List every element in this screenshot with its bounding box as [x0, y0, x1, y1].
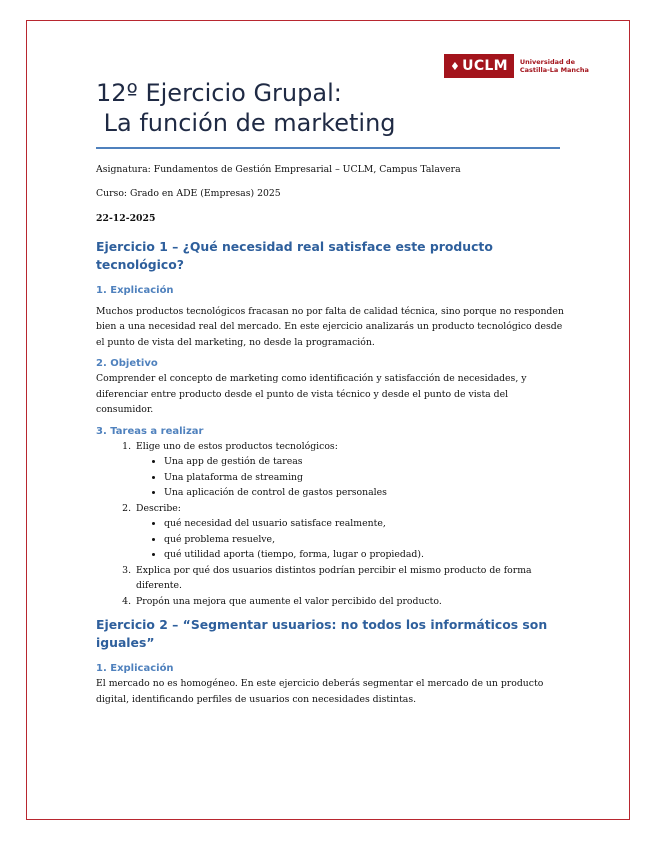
exercise2-explanation-text: El mercado no es homogéneo. En este ejercicio deberás segmentar el mercado de un producto digital, identificando perfiles de usuarios con necesidades distintas.	[96, 678, 544, 705]
task-subitem: • qué problema resuelve,	[164, 532, 566, 548]
uclm-logo-text	[520, 58, 589, 74]
task-subitem: • qué utilidad aporta (tiempo, forma, lugar o propiedad).	[164, 547, 566, 563]
uclm-logo-mark: ♦	[450, 59, 461, 73]
task-item	[134, 563, 566, 594]
task-item	[134, 501, 566, 563]
task-text: Propón una mejora que aumente el valor percibido del producto.	[136, 595, 442, 607]
exercise1-objective-text: Comprender el concepto de marketing como identificación y satisfacción de necesidades, y diferenciar entre producto desde el punto de vista técnico y desde el punto de vista del consumidor.	[96, 373, 527, 415]
exercise1-explanation-heading: 1. Explicación	[96, 284, 174, 296]
title-line-2: La función de marketing	[96, 109, 396, 137]
task-subitem: • qué necesidad del usuario satisface realmente,	[164, 516, 566, 532]
document-body	[96, 158, 566, 714]
exercise1-tasks-heading: 3. Tareas a realizar	[96, 425, 204, 437]
uclm-logo-box	[444, 54, 514, 78]
document-title	[96, 78, 396, 138]
task-sublist	[136, 516, 566, 563]
subject-line: Asignatura: Fundamentos de Gestión Empresarial – UCLM, Campus Talavera	[96, 164, 461, 175]
uclm-logo-line2: Castilla-La Mancha	[519, 66, 589, 74]
task-text: Explica por qué dos usuarios distintos podrían percibir el mismo producto de forma diferente.	[136, 564, 532, 591]
task-subitem: • Una app de gestión de tareas	[164, 454, 566, 470]
exercise2-explanation-heading: 1. Explicación	[96, 663, 174, 674]
course-line: Curso: Grado en ADE (Empresas) 2025	[96, 187, 281, 199]
task-sublist	[136, 454, 566, 501]
uclm-logo-line1: Universidad de	[519, 58, 575, 66]
task-item	[134, 439, 566, 501]
task-text: Elige uno de estos productos tecnológicos:	[136, 440, 338, 452]
task-text: Describe:	[136, 502, 181, 514]
title-line-1: 12º Ejercicio Grupal:	[96, 79, 342, 107]
exercise1-heading: Ejercicio 1 – ¿Qué necesidad real satisface este producto tecnológico?	[96, 238, 493, 272]
exercise1-objective-heading: 2. Objetivo	[96, 358, 158, 369]
uclm-logo-brand: UCLM	[462, 58, 508, 74]
task-subitem: • Una aplicación de control de gastos personales	[164, 485, 566, 501]
uclm-logo	[444, 54, 589, 78]
task-subitem: • Una plataforma de streaming	[164, 470, 566, 486]
date-line: 22-12-2025	[96, 213, 156, 224]
exercise1-explanation-text: Muchos productos tecnológicos fracasan no por falta de calidad técnica, sino porque no responden bien a una necesidad real del mercado. En este ejercicio analizarás un producto tecnológico desde el punto de vista del marketing, no desde la programación.	[96, 305, 564, 348]
task-item	[134, 594, 566, 610]
task-list	[96, 439, 566, 610]
title-underline	[96, 147, 560, 149]
exercise2-heading: Ejercicio 2 – “Segmentar usuarios: no todos los informáticos son iguales”	[96, 617, 548, 650]
